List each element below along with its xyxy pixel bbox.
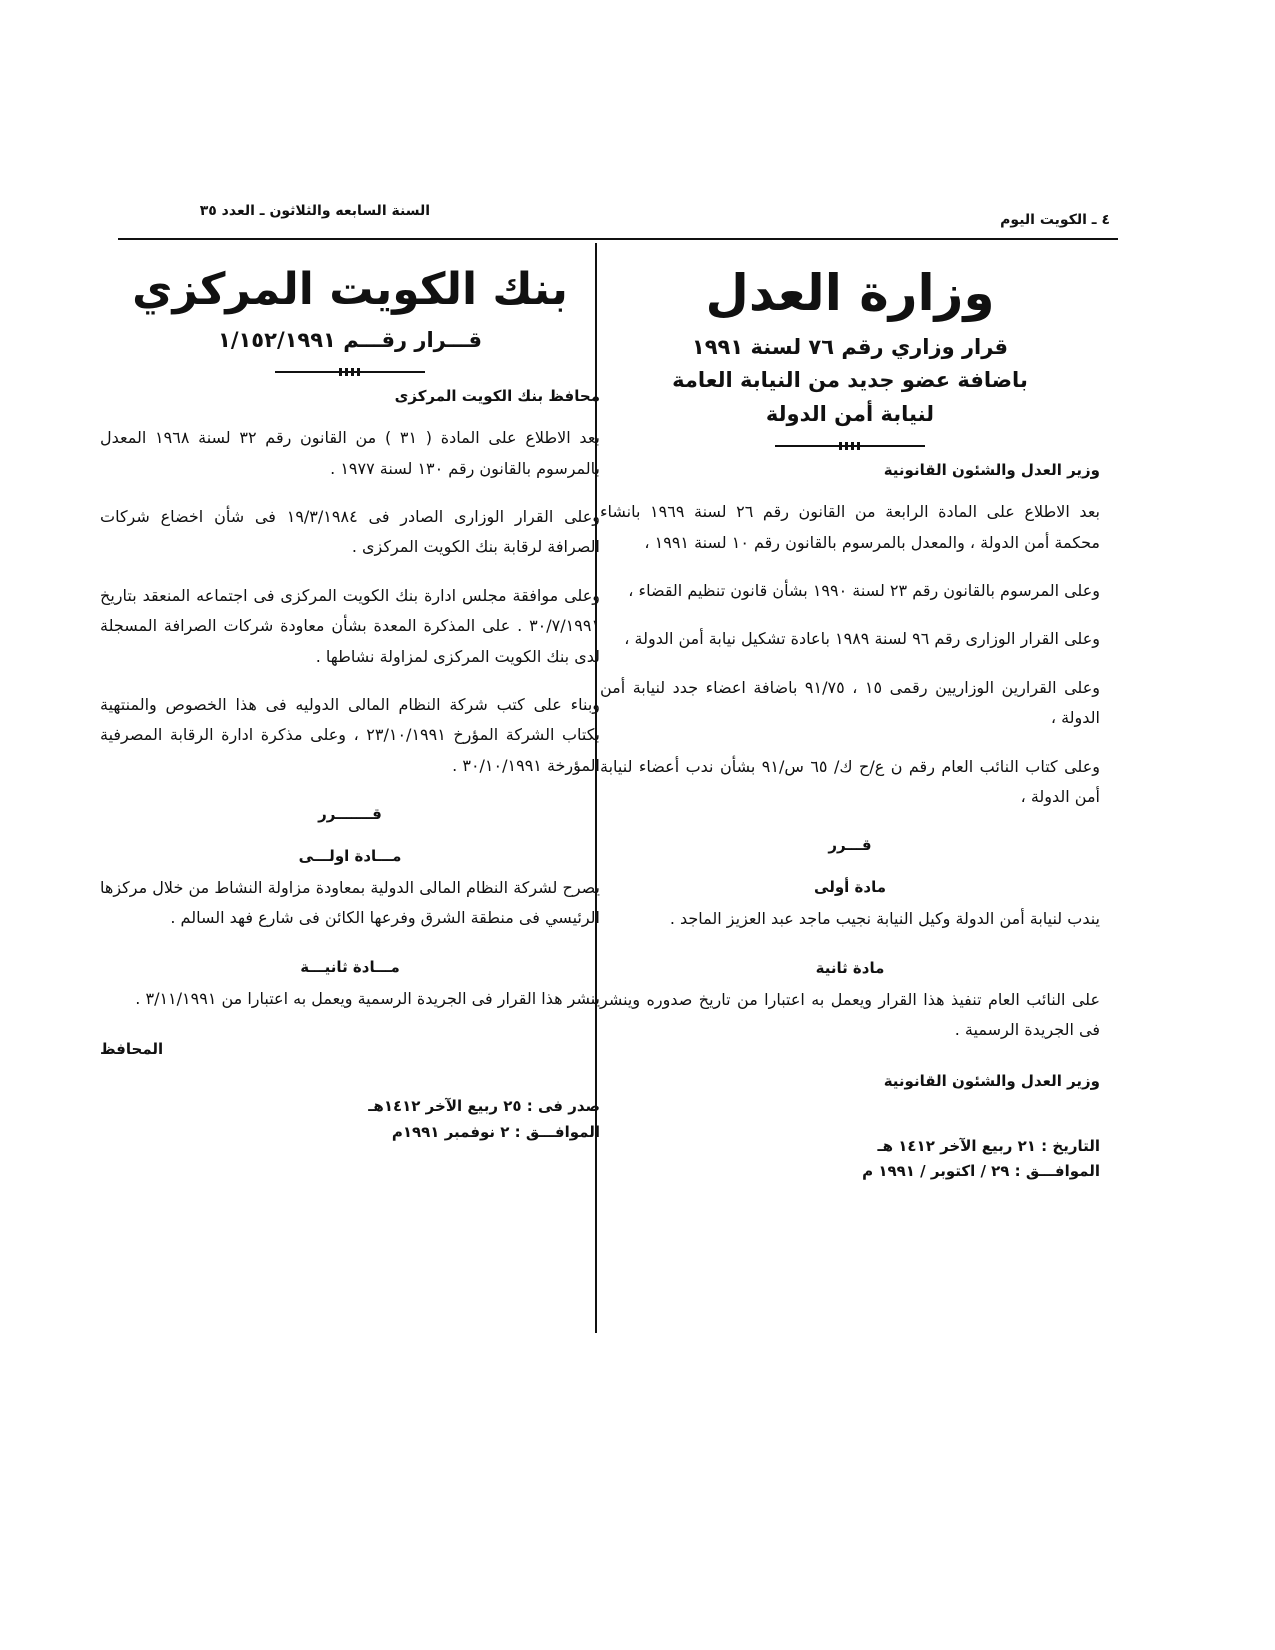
- preamble-paragraph: وعلى القرارين الوزاريين رقمى ١٥ ، ٩١/٧٥ باضافة اعضاء جدد لنيابة أمن الدولة ،: [600, 677, 1101, 728]
- decree-subject: باضافة عضو جديد من النيابة العامة: [672, 368, 1028, 393]
- issuer-heading: محافظ بنك الكويت المركزى: [394, 387, 600, 406]
- decision-heading: قـــرر: [828, 836, 872, 855]
- header-rule: [118, 238, 1118, 240]
- ornament-divider: [775, 445, 925, 447]
- preamble-paragraph: وعلى المرسوم بالقانون رقم ٢٣ لسنة ١٩٩٠ بشأن قانون تنظيم القضاء ،: [628, 581, 1100, 601]
- signature: وزير العدل والشئون القانونية: [883, 1071, 1100, 1090]
- preamble-paragraph: وعلى القرار الوزارى رقم ٩٦ لسنة ١٩٨٩ باعادة تشكيل نيابة أمن الدولة ،: [624, 629, 1100, 649]
- preamble-paragraph: بعد الاطلاع على المادة ( ٣١ ) من القانون رقم ٣٢ لسنة ١٩٦٨ المعدل بالمرسوم بالقانون رقم ١٣٠ لسنة ١٩٧٧ .: [100, 428, 600, 478]
- hijri-date: صدر فى : ٢٥ ربيع الآخر ١٤١٢هـ: [368, 1097, 600, 1116]
- article-1-text: يصرح لشركة النظام المالى الدولية بمعاودة مزاولة النشاط من خلال مركزها الرئيسي فى منطقة الشرق وفرعها الكائن فى شارع فهد السالم .: [100, 878, 600, 928]
- gregorian-date: الموافـــق : ٢٩ / اكتوبر / ١٩٩١ م: [862, 1162, 1100, 1181]
- article-1-title: مـــادة اولـــى: [298, 847, 402, 866]
- decree-subject-2: لنيابة أمن الدولة: [765, 401, 935, 426]
- gregorian-date: الموافـــق : ٢ نوفمبر ١٩٩١م: [391, 1122, 600, 1141]
- page-header-left: السنة السابعه والثلاثون ـ العدد ٣٥: [199, 203, 430, 219]
- article-1-text: يندب لنيابة أمن الدولة وكيل النيابة نجيب ماجد عبد العزيز الماجد .: [669, 909, 1100, 929]
- preamble-paragraph: وعلى القرار الوزارى الصادر فى ١٩/٣/١٩٨٤ فى شأن اخضاع شركات الصرافة لرقابة بنك الكويت المركزى .: [100, 506, 600, 557]
- signature: المحافظ: [100, 1040, 164, 1059]
- preamble-paragraph: وبناء على كتب شركة النظام المالى الدوليه فى هذا الخصوص والمنتهية بكتاب الشركة المؤرخ ٢٣/١٠/١٩٩١ ، وعلى مذكرة ادارة الرقابة المصرفية المؤرخة ٣٠/١٠/١٩٩١ .: [100, 694, 600, 775]
- article-2-text: ينشر هذا القرار فى الجريدة الرسمية ويعمل به اعتبارا من ٣/١١/١٩٩١ .: [135, 988, 600, 1008]
- preamble-paragraph: وعلى موافقة مجلس ادارة بنك الكويت المركزى فى اجتماعه المنعقد بتاريخ ٣٠/٧/١٩٩١ . على المذكرة المعدة بشأن معاودة شركات الصرافة المسجلة لدى بنك الكويت المركزى لمزاولة نشاطها .: [100, 585, 600, 666]
- issuer-heading: وزير العدل والشئون القانونية: [883, 461, 1100, 480]
- article-2-title: مادة ثانية: [815, 958, 885, 977]
- article-2-title: مـــادة ثانيـــة: [300, 957, 400, 976]
- bank-title: بنك الكويت المركزي: [132, 264, 568, 315]
- ornament-divider: [275, 371, 425, 373]
- preamble-paragraph: وعلى كتاب النائب العام رقم ن ع/ح ك/ ٦٥ س/٩١ بشأن ندب أعضاء لنيابة أمن الدولة ،: [600, 756, 1101, 807]
- hijri-date: التاريخ : ٢١ ربيع الآخر ١٤١٢ هـ: [877, 1136, 1100, 1155]
- ministry-justice-column: [600, 265, 1100, 1185]
- article-1-title: مادة أولى: [814, 878, 886, 897]
- bank-decree-number: قـــرار رقـــم ١/١٥٢/١٩٩١: [218, 327, 482, 352]
- decision-heading: قـــــــرر: [318, 805, 382, 824]
- ministry-title: وزارة العدل: [705, 264, 995, 322]
- page-header-right: ٤ ـ الكويت اليوم: [1000, 212, 1110, 228]
- preamble-paragraph: بعد الاطلاع على المادة الرابعة من القانون رقم ٢٦ لسنة ١٩٦٩ بانشاء محكمة أمن الدولة ، والمعدل بالمرسوم بالقانون رقم ١٠ لسنة ١٩٩١ ،: [600, 502, 1100, 552]
- article-2-text: على النائب العام تنفيذ هذا القرار ويعمل به اعتبارا من تاريخ صدوره وينشر فى الجريدة الرسمية .: [600, 989, 1100, 1040]
- central-bank-column: [100, 265, 600, 1145]
- decree-number: قرار وزاري رقم ٧٦ لسنة ١٩٩١: [691, 334, 1009, 359]
